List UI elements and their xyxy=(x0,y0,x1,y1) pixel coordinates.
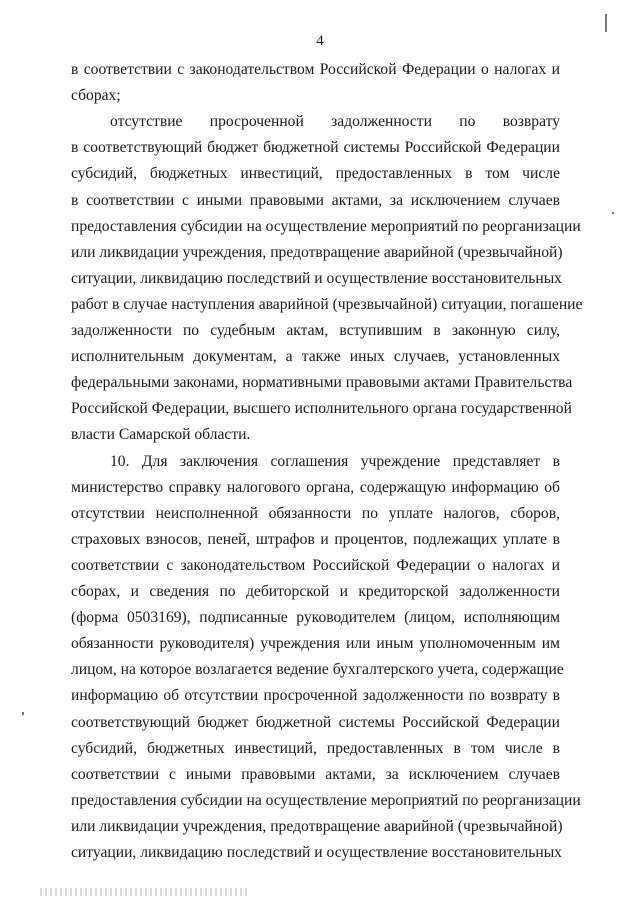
text-line: отсутствие просроченной задолженности по возврату xyxy=(110,113,560,131)
text-line: или ликвидации учреждения, предотвращение аварийной (чрезвычайной) xyxy=(71,817,563,835)
text-line: предоставления субсидии на осуществление мероприятий по реорганизации xyxy=(71,791,581,809)
scan-speck xyxy=(22,712,24,715)
text-line: субсидий, бюджетных инвестиций, предоставленных в том числе в xyxy=(71,739,560,757)
text-line: задолженности по судебным актам, вступившим в законную силу, xyxy=(71,322,560,339)
text-line: ситуации, ликвидацию последствий и осуществление восстановительных xyxy=(71,269,562,287)
scan-speck xyxy=(605,14,607,32)
text-line: соответствующий бюджет бюджетной системы Российской Федерации xyxy=(71,713,560,731)
text-line: работ в случае наступления аварийной (чрезвычайной) ситуации, погашение xyxy=(71,295,583,313)
text-line: отсутствии неисполненной обязанности по уплате налогов, сборов, xyxy=(71,504,560,522)
scan-speck xyxy=(612,212,614,214)
text-line: власти Самарской области. xyxy=(71,426,251,444)
text-line: в соответствии с иными правовыми актами, за исключением случаев xyxy=(71,191,560,209)
text-line: информацию об отсутствии просроченной задолженности по возврату в xyxy=(71,687,560,705)
scan-noise xyxy=(40,888,250,896)
text-line: или ликвидации учреждения, предотвращение аварийной (чрезвычайной) xyxy=(71,243,563,261)
page-number: 4 xyxy=(316,33,324,49)
text-line: лицом, на которое возлагается ведение бухгалтерского учета, содержащие xyxy=(71,661,564,679)
text-line: федеральными законами, нормативными правовыми актами Правительства xyxy=(71,374,573,392)
text-line: в соответствующий бюджет бюджетной системы Российской Федерации xyxy=(71,139,560,157)
text-line: Российской Федерации, высшего исполнительного органа государственной xyxy=(71,400,572,418)
text-line: сборах; xyxy=(71,87,121,105)
text-line: (форма 0503169), подписанные руководителем (лицом, исполняющим xyxy=(71,609,560,627)
text-line: соответствии с иными правовыми актами, за исключением случаев xyxy=(71,765,560,783)
text-line: соответствии с законодательством Российской Федерации о налогах и xyxy=(71,556,560,574)
text-line: обязанности руководителя) учреждения или иным уполномоченным им xyxy=(71,635,560,653)
text-line: субсидий, бюджетных инвестиций, предоставленных в том числе xyxy=(71,165,560,183)
text-line: министерство справку налогового органа, содержащую информацию об xyxy=(71,478,560,496)
text-line: предоставления субсидии на осуществление мероприятий по реорганизации xyxy=(71,217,581,235)
text-line: 10. Для заключения соглашения учреждение представляет в xyxy=(110,452,560,470)
text-line: в соответствии с законодательством Российской Федерации о налогах и xyxy=(71,61,560,78)
text-line: сборах, и сведения по дебиторской и кредиторской задолженности xyxy=(71,583,560,600)
text-line: страховых взносов, пеней, штрафов и процентов, подлежащих уплате в xyxy=(71,530,560,548)
text-line: исполнительным документам, а также иных случаев, установленных xyxy=(71,348,560,366)
text-line: ситуации, ликвидацию последствий и осуществление восстановительных xyxy=(71,844,562,861)
